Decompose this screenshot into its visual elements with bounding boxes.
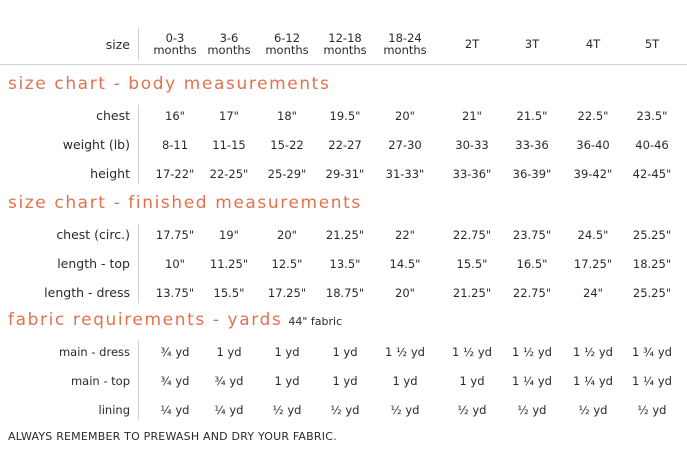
table-cell: ½ yd [517,402,547,417]
prewash-note: ALWAYS REMEMBER TO PREWASH AND DRY YOUR FABRIC. [8,430,337,443]
table-cell: ¼ yd [160,402,190,417]
table-cell: ¾ yd [160,344,190,359]
table-cell: 24" [583,285,603,300]
size-column-header-text: months [153,43,197,57]
table-cell: 15.5" [456,256,488,271]
table-cell: 19.5" [329,108,361,123]
table-row [0,101,687,130]
size-column-header-text: months [383,43,427,57]
section-title-text: size chart - finished measurements [8,193,362,213]
table-cell: 15-22 [270,137,304,152]
table-cell: 30-33 [455,137,489,152]
table-cell: 17.25" [573,256,613,271]
section-title [8,190,362,216]
table-cell: 39-42" [573,166,613,181]
row-label: length - top [57,256,130,271]
table-cell: 24.5" [577,227,609,242]
table-cell: 17" [219,108,239,123]
size-column-header-text: 2T [464,37,480,51]
size-column-header-text: 12-18 [328,31,362,45]
row-label: chest [96,108,130,123]
table-cell: 1 ¼ yd [512,373,552,388]
size-column-header-text: 4T [585,37,601,51]
size-column-header-text: 3T [524,37,540,51]
table-cell: 23.75" [512,227,552,242]
table-cell: 25.25" [632,285,672,300]
table-row [0,220,687,249]
table-cell: 1 yd [459,373,485,388]
row-label: height [90,166,130,181]
row-label: length - dress [44,285,130,300]
header-divider [138,27,139,61]
table-cell: 21.25" [325,227,365,242]
table-cell: 27-30 [388,137,422,152]
table-cell: 8-11 [161,137,189,152]
table-cell: 36-39" [512,166,552,181]
table-cell: 1 ½ yd [452,344,492,359]
section-title-text: fabric requirements - yards [8,310,283,330]
size-column-header [503,25,561,63]
table-cell: 42-45" [632,166,672,181]
table-cell: 13.5" [329,256,361,271]
table-cell: ½ yd [390,402,420,417]
table-cell: 33-36" [452,166,492,181]
table-cell: 11.25" [209,256,249,271]
section-title [8,71,330,97]
table-cell: 33-36 [515,137,549,152]
table-cell: 21" [462,108,482,123]
size-column-header-text: months [207,43,251,57]
table-row [0,366,687,395]
table-cell: 1 ½ yd [573,344,613,359]
table-cell: 1 ½ yd [385,344,425,359]
table-cell: 1 yd [332,373,358,388]
table-cell: 14.5" [389,256,421,271]
table-cell: 18.25" [632,256,672,271]
table-cell: 17.25" [267,285,307,300]
table-cell: 1 yd [216,344,242,359]
table-cell: 22-27 [328,137,362,152]
table-cell: 18.75" [325,285,365,300]
table-cell: 19" [219,227,239,242]
row-label: main - dress [58,344,130,359]
table-cell: 1 ¼ yd [632,373,672,388]
fabric-width-note: 44" fabric [288,315,343,328]
table-cell: 17-22" [155,166,195,181]
table-cell: 22" [395,227,415,242]
table-cell: 40-46 [635,137,669,152]
table-cell: 22.75" [512,285,552,300]
table-cell: 1 ¼ yd [573,373,613,388]
size-column-header [443,25,501,63]
size-column-header [200,25,258,63]
table-cell: 25.25" [632,227,672,242]
section-title [8,307,342,333]
header-rule [0,64,687,65]
size-column-header [258,25,316,63]
table-cell: 16.5" [516,256,548,271]
table-cell: 20" [395,285,415,300]
table-cell: 17.75" [155,227,195,242]
row-label: chest (circ.) [56,227,130,242]
table-cell: 21.5" [516,108,548,123]
table-cell: 20" [395,108,415,123]
table-cell: 1 yd [274,373,300,388]
table-cell: 1 ½ yd [512,344,552,359]
table-cell: 11-15 [212,137,246,152]
table-cell: ¼ yd [214,402,244,417]
table-cell: 13.75" [155,285,195,300]
size-column-header-text: 3-6 [219,31,239,45]
table-cell: 1 ¾ yd [632,344,672,359]
table-row [0,130,687,159]
table-cell: 1 yd [392,373,418,388]
size-column-header-text: 6-12 [273,31,301,45]
table-cell: ¾ yd [214,373,244,388]
table-cell: ½ yd [272,402,302,417]
table-cell: 22.75" [452,227,492,242]
table-cell: ½ yd [578,402,608,417]
size-column-header [146,25,204,63]
table-cell: ½ yd [330,402,360,417]
table-cell: 25-29" [267,166,307,181]
size-header-row [0,25,687,63]
section-title-text: size chart - body measurements [8,74,331,94]
size-column-header [376,25,434,63]
table-cell: 21.25" [452,285,492,300]
table-cell: 29-31" [325,166,365,181]
table-row [0,337,687,366]
row-label: weight (lb) [62,137,130,152]
size-column-header-text: 0-3 [165,31,185,45]
table-row [0,278,687,307]
table-cell: 15.5" [213,285,245,300]
table-cell: ¾ yd [160,373,190,388]
size-column-header [623,25,681,63]
table-cell: 12.5" [271,256,303,271]
row-label: lining [98,402,130,417]
size-column-header [564,25,622,63]
table-cell: 16" [165,108,185,123]
size-column-header-text: months [323,43,367,57]
table-row [0,249,687,278]
table-cell: 10" [165,256,185,271]
size-column-header [316,25,374,63]
size-column-header-text: months [265,43,309,57]
table-cell: 31-33" [385,166,425,181]
table-row [0,395,687,424]
table-cell: 22.5" [577,108,609,123]
table-cell: ½ yd [457,402,487,417]
table-cell: 22-25" [209,166,249,181]
table-cell: 1 yd [332,344,358,359]
table-cell: 1 yd [274,344,300,359]
size-column-header-text: 5T [644,37,660,51]
row-label: main - top [70,373,130,388]
table-cell: 23.5" [636,108,668,123]
table-cell: 36-40 [576,137,610,152]
table-cell: 20" [277,227,297,242]
table-row [0,159,687,188]
table-cell: ½ yd [637,402,667,417]
size-header-label: size [105,36,130,52]
size-column-header-text: 18-24 [388,31,422,45]
table-cell: 18" [277,108,297,123]
